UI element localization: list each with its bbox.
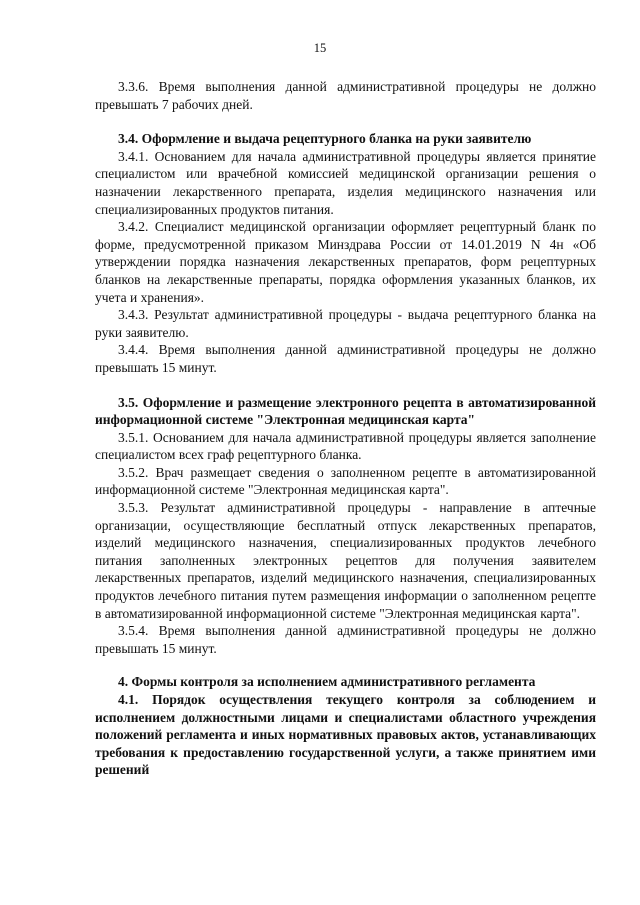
paragraph-3-5-3: 3.5.3. Результат административной процедуры - направление в аптечные организации, осуществляющие бесплатный отпуск лекарственных препаратов, изделий медицинского назначения, специализированных продуктов лечебного питания заполненных электронных рецептов для получения заявителем лекарственных препаратов, изделий медицинского назначения, специализированных продуктов лечебного питания путем размещения информации о заполненном рецепте в автоматизированной информационной системе "Электронная медицинская карта". (95, 500, 596, 621)
heading-4-1: 4.1. Порядок осуществления текущего контроля за соблюдением и исполнением должностными лицами и специалистами областного учреждения положений регламента и иных нормативных правовых актов, устанавливающих требования к предоставлению государственной услуги, а также принятием ими решений (95, 692, 596, 778)
heading-3-4: 3.4. Оформление и выдача рецептурного бланка на руки заявителю (118, 131, 532, 147)
heading-4: 4. Формы контроля за исполнением административного регламента (118, 674, 536, 690)
paragraph-3-5-1: 3.5.1. Основанием для начала административной процедуры является заполнение специалистом всех граф рецептурного бланка. (95, 429, 596, 463)
paragraph-3-4-3: 3.4.3. Результат административной процедуры - выдача рецептурного бланка на руки заявителю. (95, 307, 596, 340)
paragraph-3-4-4: 3.4.4. Время выполнения данной административной процедуры не должно превышать 15 минут. (95, 342, 596, 375)
paragraph-3-5-2: 3.5.2. Врач размещает сведения о заполненном рецепте в автоматизированной информационной системе "Электронная медицинская карта". (95, 464, 596, 498)
paragraph-3-4-1: 3.4.1. Основанием для начала административной процедуры является принятие специалистом или врачебной комиссией медицинской организации решения о назначении лекарственного препарата, изделия медицинского назначения или специализированных продуктов питания. (95, 148, 596, 217)
heading-3-5: 3.5. Оформление и размещение электронного рецепта в автоматизированной информационной системе "Электронная медицинская карта" (95, 394, 596, 428)
paragraph-3-3-6: 3.3.6. Время выполнения данной административной процедуры не должно превышать 7 рабочих дней. (95, 79, 596, 112)
document-body (95, 78, 596, 779)
page-number: 15 (313, 41, 327, 55)
paragraph-3-4-2: 3.4.2. Специалист медицинской организации оформляет рецептурный бланк по форме, предусмотренной приказом Минздрава России от 14.01.2019 N 4н «Об утверждении порядка назначения лекарственных препаратов, форм рецептурных бланков на лекарственные препараты, порядка оформления указанных бланков, их учета и хранения». (95, 219, 596, 305)
paragraph-3-5-4: 3.5.4. Время выполнения данной административной процедуры не должно превышать 15 минут. (95, 623, 596, 656)
